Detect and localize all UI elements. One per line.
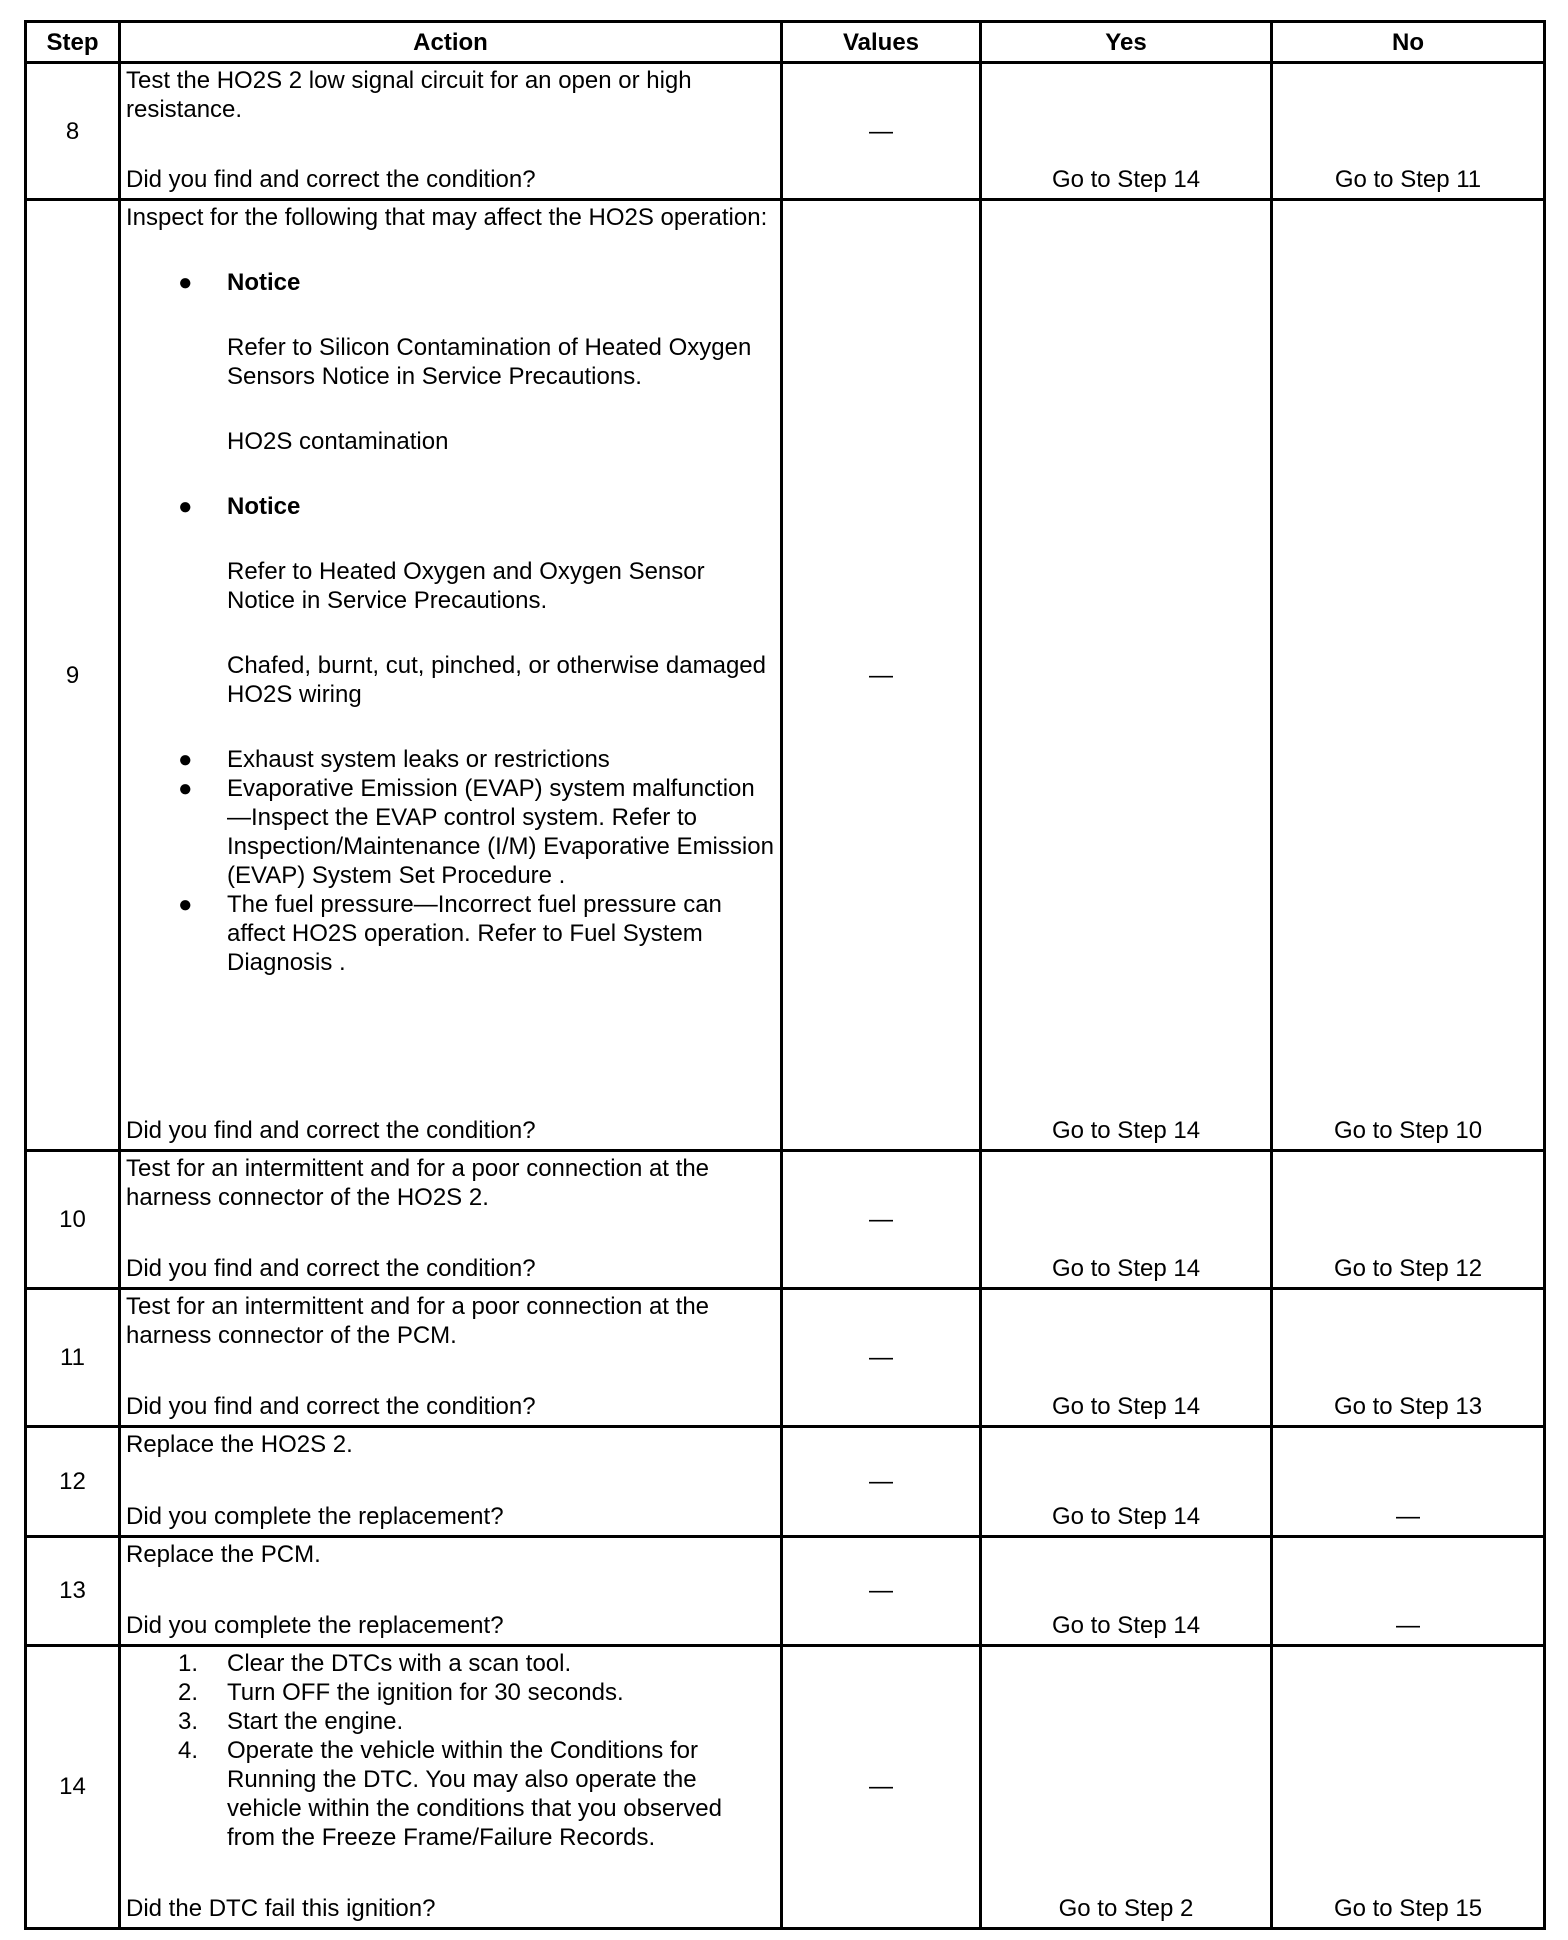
no-link-step[interactable]: Go to Step 13 xyxy=(1272,1289,1545,1427)
yes-link-step[interactable]: Go to Step 14 xyxy=(981,1427,1272,1536)
action-question: Did you find and correct the condition? xyxy=(126,1393,536,1421)
step-number: 8 xyxy=(26,63,120,200)
values-cell: — xyxy=(782,63,981,200)
header-no: No xyxy=(1272,22,1545,63)
list-item xyxy=(126,268,776,297)
list-item-text: Evaporative Emission (EVAP) system malfunction—Inspect the EVAP control system. Refer to Inspection/Maintenance (I/M) Evaporative Emission (EVAP) System Set Procedure . xyxy=(227,775,774,890)
action-intro: Inspect for the following that may affect the HO2S operation: xyxy=(126,204,768,232)
yes-link-step[interactable]: Go to Step 14 xyxy=(981,1289,1272,1427)
notice-text: Refer to Heated Oxygen and Oxygen Sensor Notice in Service Precautions. xyxy=(227,558,705,615)
list-item-text: Start the engine. xyxy=(227,1707,404,1735)
action-cell xyxy=(120,1427,782,1536)
bullet-icon: ● xyxy=(178,493,193,521)
step-number: 9 xyxy=(26,200,120,1151)
bullet-icon: ● xyxy=(178,746,193,774)
list-item xyxy=(126,1736,776,1852)
list-item-text: Clear the DTCs with a scan tool. xyxy=(227,1649,572,1677)
notice-item: HO2S contamination xyxy=(227,428,449,456)
values-cell: — xyxy=(782,1289,981,1427)
action-cell xyxy=(120,1645,782,1928)
table-row xyxy=(26,200,1545,1151)
no-link-step: — xyxy=(1272,1536,1545,1645)
table-row xyxy=(26,1536,1545,1645)
action-cell xyxy=(120,63,782,200)
values-cell: — xyxy=(782,200,981,1151)
list-item xyxy=(126,492,776,521)
step-number: 10 xyxy=(26,1151,120,1289)
yes-link-step[interactable]: Go to Step 14 xyxy=(981,63,1272,200)
header-step: Step xyxy=(26,22,120,63)
header-values: Values xyxy=(782,22,981,63)
list-item xyxy=(126,890,776,977)
list-item-number: 1. xyxy=(178,1649,199,1677)
list-item-text: Turn OFF the ignition for 30 seconds. xyxy=(227,1678,624,1706)
action-cell xyxy=(120,1536,782,1645)
action-cell xyxy=(120,1151,782,1289)
list-item xyxy=(126,1707,776,1736)
list-item-number: 3. xyxy=(178,1707,199,1735)
notice-title: Notice xyxy=(227,269,301,297)
notice-text: Refer to Silicon Contamination of Heated Oxygen Sensors Notice in Service Precautions. xyxy=(227,334,752,391)
action-question: Did you find and correct the condition? xyxy=(126,166,536,194)
action-text: Test the HO2S 2 low signal circuit for an open or high resistance. xyxy=(126,67,692,123)
bullet-icon: ● xyxy=(178,775,193,803)
action-cell xyxy=(120,200,782,1151)
values-cell: — xyxy=(782,1645,981,1928)
values-cell: — xyxy=(782,1427,981,1536)
list-item-number: 2. xyxy=(178,1678,199,1706)
action-question: Did you find and correct the condition? xyxy=(126,1255,536,1283)
no-link-step[interactable]: Go to Step 10 xyxy=(1272,200,1545,1151)
action-question: Did you find and correct the condition? xyxy=(126,1117,536,1145)
action-question: Did you complete the replacement? xyxy=(126,1502,504,1530)
action-text: Test for an intermittent and for a poor connection at the harness connector of the PCM. xyxy=(126,1293,710,1350)
action-text: Replace the HO2S 2. xyxy=(126,1431,353,1459)
no-link-step: — xyxy=(1272,1427,1545,1536)
table-row xyxy=(26,1289,1545,1427)
list-item xyxy=(126,774,776,890)
table-row xyxy=(26,1645,1545,1928)
table-row xyxy=(26,63,1545,200)
yes-link-step[interactable]: Go to Step 14 xyxy=(981,1536,1272,1645)
list-item xyxy=(126,1649,776,1678)
header-action: Action xyxy=(120,22,782,63)
action-question: Did you complete the replacement? xyxy=(126,1611,504,1639)
list-item-text: The fuel pressure—Incorrect fuel pressure can affect HO2S operation. Refer to Fuel System Diagnosis . xyxy=(227,891,722,977)
list-item xyxy=(126,745,776,774)
header-row xyxy=(26,22,1545,63)
values-cell: — xyxy=(782,1536,981,1645)
table-row xyxy=(26,1427,1545,1536)
list-item xyxy=(126,1678,776,1707)
values-cell: — xyxy=(782,1151,981,1289)
bullet-icon: ● xyxy=(178,891,193,919)
list-item-number: 4. xyxy=(178,1736,199,1764)
action-text: Test for an intermittent and for a poor connection at the harness connector of the HO2S 2. xyxy=(126,1155,710,1212)
no-link-step[interactable]: Go to Step 11 xyxy=(1272,63,1545,200)
action-question: Did the DTC fail this ignition? xyxy=(126,1895,436,1922)
bullet-icon: ● xyxy=(178,269,193,297)
diagnostic-table xyxy=(24,20,1546,1930)
table-row xyxy=(26,1151,1545,1289)
list-item-text: Operate the vehicle within the Conditions for Running the DTC. You may also operate the vehicle within the conditions that you observed from the Freeze Frame/Failure Records. xyxy=(227,1736,722,1851)
step-number: 12 xyxy=(26,1427,120,1536)
header-yes: Yes xyxy=(981,22,1272,63)
yes-link-step[interactable]: Go to Step 14 xyxy=(981,200,1272,1151)
yes-link-step[interactable]: Go to Step 14 xyxy=(981,1151,1272,1289)
no-link-step[interactable]: Go to Step 15 xyxy=(1272,1645,1545,1928)
notice-title: Notice xyxy=(227,493,301,521)
list-item-text: Exhaust system leaks or restrictions xyxy=(227,746,610,774)
step-number: 13 xyxy=(26,1536,120,1645)
step-number: 14 xyxy=(26,1645,120,1928)
action-text: Replace the PCM. xyxy=(126,1540,321,1568)
step-number: 11 xyxy=(26,1289,120,1427)
yes-link-step[interactable]: Go to Step 2 xyxy=(981,1645,1272,1928)
notice-item: Chafed, burnt, cut, pinched, or otherwise damaged HO2S wiring xyxy=(227,652,766,709)
no-link-step[interactable]: Go to Step 12 xyxy=(1272,1151,1545,1289)
action-cell xyxy=(120,1289,782,1427)
